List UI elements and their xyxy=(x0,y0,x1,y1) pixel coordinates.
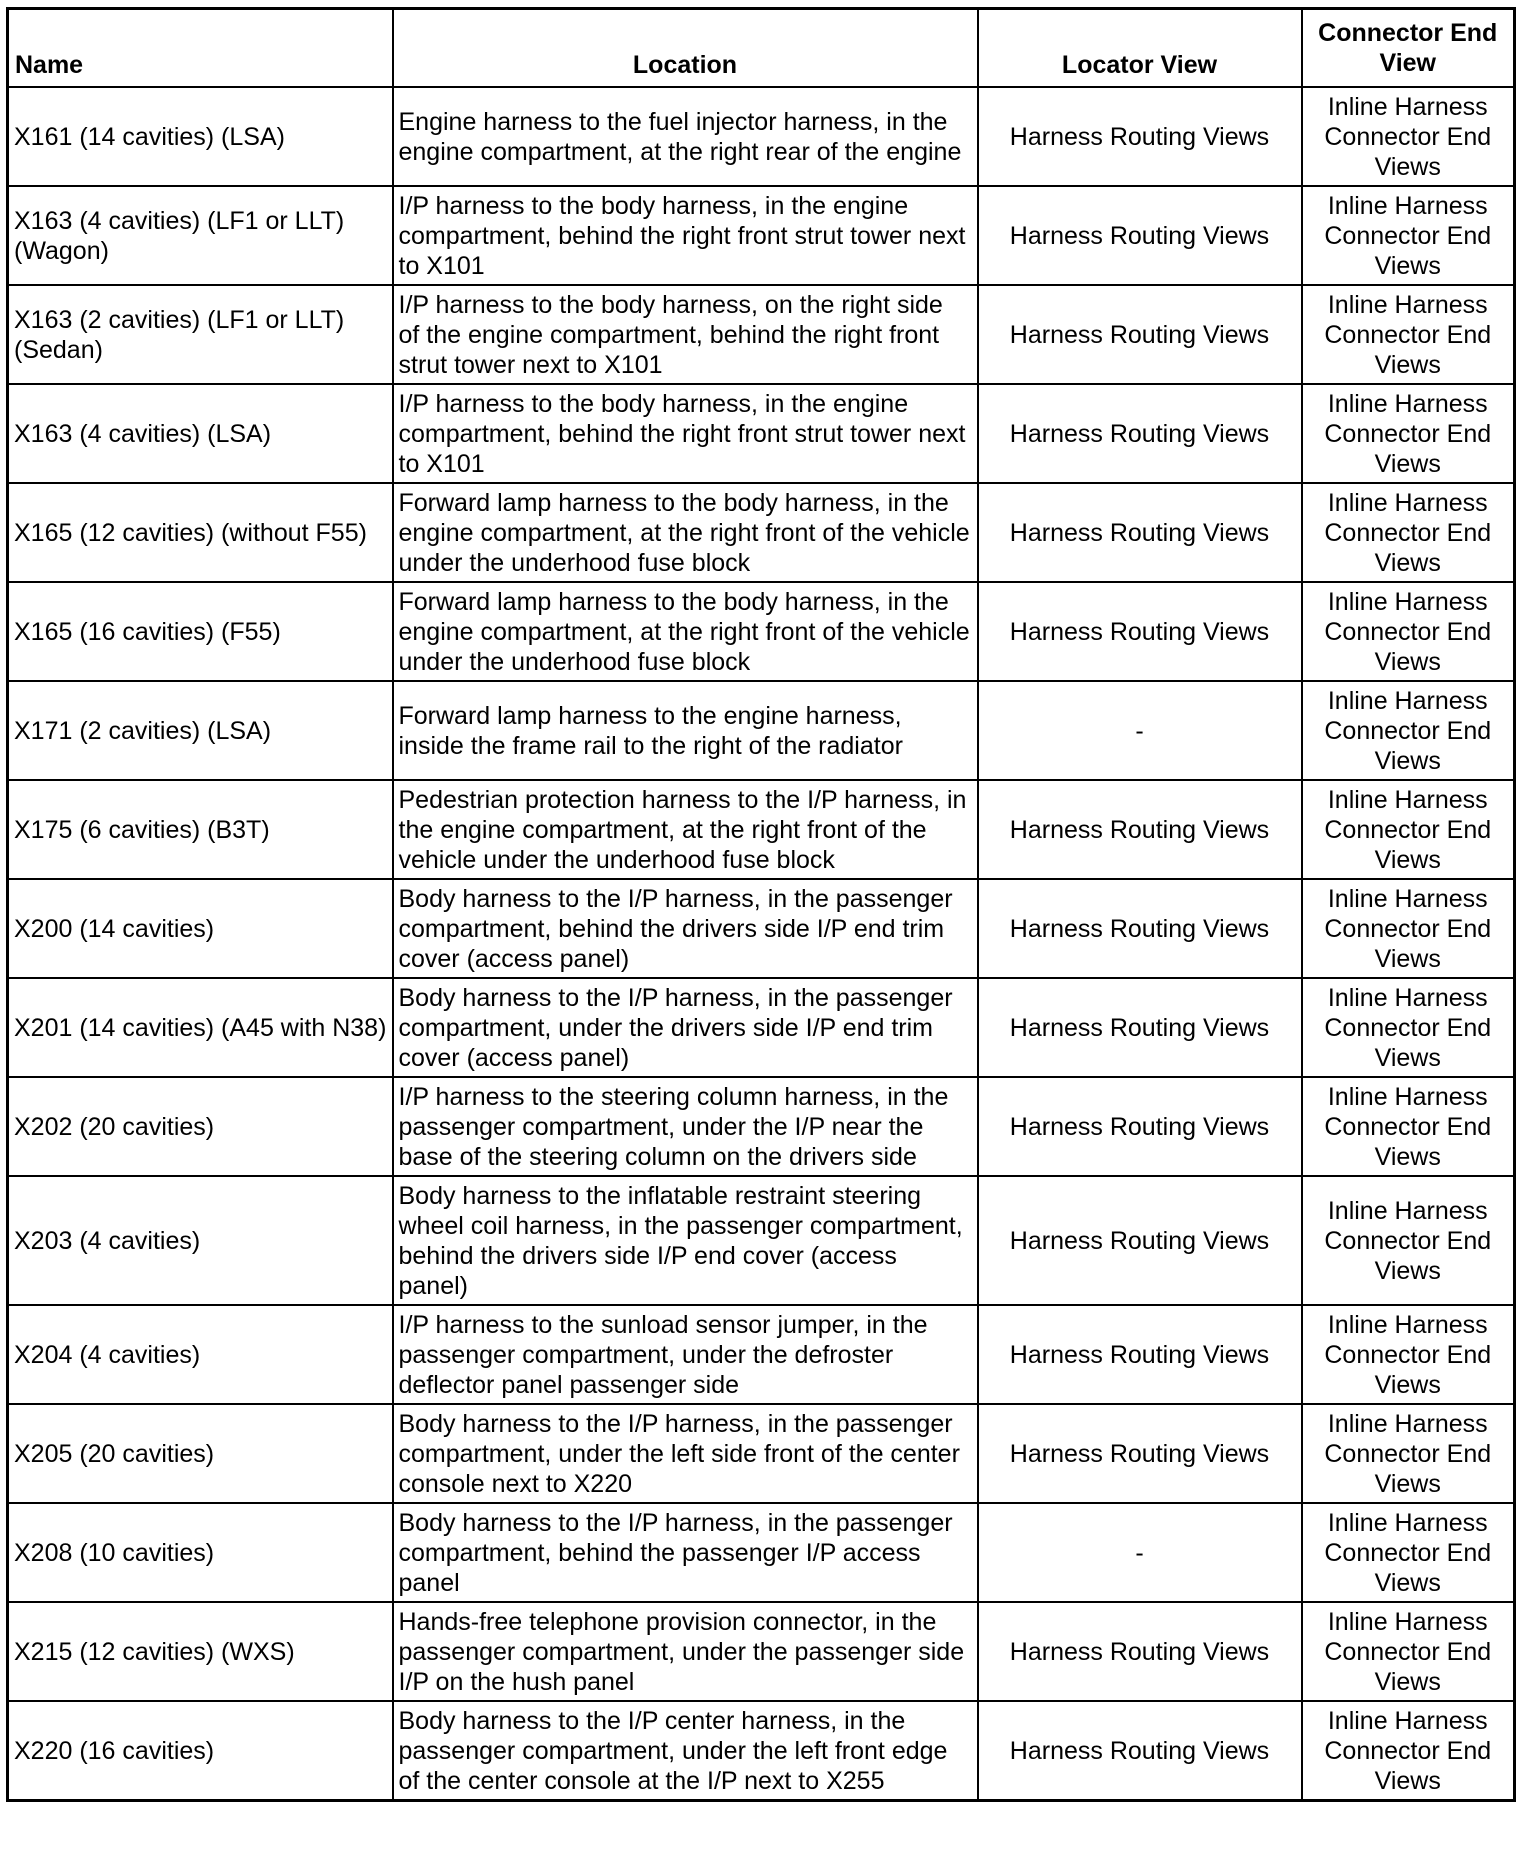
cell-name: X163 (4 cavities) (LSA) xyxy=(8,384,393,483)
cell-connector-end-view: Inline Harness Connector End Views xyxy=(1302,879,1515,978)
cell-name: X208 (10 cavities) xyxy=(8,1503,393,1602)
cell-name: X215 (12 cavities) (WXS) xyxy=(8,1602,393,1701)
header-connector-end-view: Connector End View xyxy=(1302,9,1515,88)
header-location: Location xyxy=(393,9,978,88)
header-name: Name xyxy=(8,9,393,88)
table-row xyxy=(8,87,1515,186)
cell-location: Body harness to the I/P harness, in the passenger compartment, behind the drivers side I/P end trim cover (access panel) xyxy=(393,879,978,978)
table-row xyxy=(8,780,1515,879)
cell-name: X200 (14 cavities) xyxy=(8,879,393,978)
table-row xyxy=(8,384,1515,483)
table-row xyxy=(8,1602,1515,1701)
cell-connector-end-view: Inline Harness Connector End Views xyxy=(1302,1503,1515,1602)
table-body xyxy=(8,87,1515,1801)
table-row xyxy=(8,1404,1515,1503)
cell-locator-view: Harness Routing Views xyxy=(978,1701,1302,1801)
cell-locator-view: Harness Routing Views xyxy=(978,780,1302,879)
cell-locator-view: Harness Routing Views xyxy=(978,1305,1302,1404)
cell-location: I/P harness to the body harness, in the engine compartment, behind the right front strut tower next to X101 xyxy=(393,186,978,285)
cell-name: X163 (4 cavities) (LF1 or LLT) (Wagon) xyxy=(8,186,393,285)
cell-connector-end-view: Inline Harness Connector End Views xyxy=(1302,1077,1515,1176)
cell-location: Body harness to the I/P center harness, in the passenger compartment, under the left front edge of the center console at the I/P next to X255 xyxy=(393,1701,978,1801)
cell-name: X204 (4 cavities) xyxy=(8,1305,393,1404)
cell-connector-end-view: Inline Harness Connector End Views xyxy=(1302,483,1515,582)
table-row xyxy=(8,186,1515,285)
cell-location: Engine harness to the fuel injector harness, in the engine compartment, at the right rear of the engine xyxy=(393,87,978,186)
cell-locator-view: Harness Routing Views xyxy=(978,87,1302,186)
cell-locator-view: Harness Routing Views xyxy=(978,582,1302,681)
cell-name: X165 (12 cavities) (without F55) xyxy=(8,483,393,582)
cell-locator-view: Harness Routing Views xyxy=(978,1404,1302,1503)
cell-name: X161 (14 cavities) (LSA) xyxy=(8,87,393,186)
cell-location: Body harness to the I/P harness, in the passenger compartment, under the left side front of the center console next to X220 xyxy=(393,1404,978,1503)
cell-connector-end-view: Inline Harness Connector End Views xyxy=(1302,978,1515,1077)
cell-connector-end-view: Inline Harness Connector End Views xyxy=(1302,384,1515,483)
table-row xyxy=(8,978,1515,1077)
cell-locator-view: Harness Routing Views xyxy=(978,186,1302,285)
table-row xyxy=(8,1077,1515,1176)
cell-connector-end-view: Inline Harness Connector End Views xyxy=(1302,780,1515,879)
table-row xyxy=(8,681,1515,780)
cell-name: X205 (20 cavities) xyxy=(8,1404,393,1503)
cell-connector-end-view: Inline Harness Connector End Views xyxy=(1302,1305,1515,1404)
table-row xyxy=(8,582,1515,681)
cell-name: X175 (6 cavities) (B3T) xyxy=(8,780,393,879)
header-row xyxy=(8,9,1515,88)
cell-locator-view: Harness Routing Views xyxy=(978,384,1302,483)
cell-connector-end-view: Inline Harness Connector End Views xyxy=(1302,582,1515,681)
cell-connector-end-view: Inline Harness Connector End Views xyxy=(1302,285,1515,384)
connector-table xyxy=(6,7,1516,1802)
table-row xyxy=(8,1176,1515,1305)
cell-location: I/P harness to the body harness, in the engine compartment, behind the right front strut tower next to X101 xyxy=(393,384,978,483)
table-row xyxy=(8,1305,1515,1404)
cell-location: Forward lamp harness to the body harness, in the engine compartment, at the right front of the vehicle under the underhood fuse block xyxy=(393,483,978,582)
cell-location: I/P harness to the sunload sensor jumper, in the passenger compartment, under the defroster deflector panel passenger side xyxy=(393,1305,978,1404)
table-row xyxy=(8,285,1515,384)
cell-connector-end-view: Inline Harness Connector End Views xyxy=(1302,87,1515,186)
cell-locator-view: - xyxy=(978,681,1302,780)
cell-location: Body harness to the inflatable restraint steering wheel coil harness, in the passenger compartment, behind the drivers side I/P end cover (access panel) xyxy=(393,1176,978,1305)
table-row xyxy=(8,1503,1515,1602)
cell-connector-end-view: Inline Harness Connector End Views xyxy=(1302,186,1515,285)
cell-connector-end-view: Inline Harness Connector End Views xyxy=(1302,1602,1515,1701)
cell-location: Pedestrian protection harness to the I/P harness, in the engine compartment, at the right front of the vehicle under the underhood fuse block xyxy=(393,780,978,879)
cell-location: Forward lamp harness to the body harness, in the engine compartment, at the right front of the vehicle under the underhood fuse block xyxy=(393,582,978,681)
cell-name: X202 (20 cavities) xyxy=(8,1077,393,1176)
cell-location: I/P harness to the body harness, on the right side of the engine compartment, behind the right front strut tower next to X101 xyxy=(393,285,978,384)
cell-locator-view: Harness Routing Views xyxy=(978,879,1302,978)
cell-locator-view: Harness Routing Views xyxy=(978,978,1302,1077)
cell-name: X165 (16 cavities) (F55) xyxy=(8,582,393,681)
cell-location: Body harness to the I/P harness, in the passenger compartment, under the drivers side I/P end trim cover (access panel) xyxy=(393,978,978,1077)
cell-locator-view: - xyxy=(978,1503,1302,1602)
cell-locator-view: Harness Routing Views xyxy=(978,1077,1302,1176)
cell-locator-view: Harness Routing Views xyxy=(978,1176,1302,1305)
cell-connector-end-view: Inline Harness Connector End Views xyxy=(1302,1404,1515,1503)
table-row xyxy=(8,1701,1515,1801)
connector-table-container xyxy=(6,7,1513,1802)
cell-connector-end-view: Inline Harness Connector End Views xyxy=(1302,1701,1515,1801)
cell-connector-end-view: Inline Harness Connector End Views xyxy=(1302,681,1515,780)
cell-name: X201 (14 cavities) (A45 with N38) xyxy=(8,978,393,1077)
cell-location: Body harness to the I/P harness, in the passenger compartment, behind the passenger I/P access panel xyxy=(393,1503,978,1602)
cell-locator-view: Harness Routing Views xyxy=(978,483,1302,582)
header-locator-view: Locator View xyxy=(978,9,1302,88)
cell-location: I/P harness to the steering column harness, in the passenger compartment, under the I/P near the base of the steering column on the drivers side xyxy=(393,1077,978,1176)
table-row xyxy=(8,483,1515,582)
table-row xyxy=(8,879,1515,978)
cell-name: X163 (2 cavities) (LF1 or LLT) (Sedan) xyxy=(8,285,393,384)
cell-name: X171 (2 cavities) (LSA) xyxy=(8,681,393,780)
cell-connector-end-view: Inline Harness Connector End Views xyxy=(1302,1176,1515,1305)
cell-locator-view: Harness Routing Views xyxy=(978,1602,1302,1701)
cell-location: Hands-free telephone provision connector, in the passenger compartment, under the passenger side I/P on the hush panel xyxy=(393,1602,978,1701)
cell-name: X203 (4 cavities) xyxy=(8,1176,393,1305)
cell-name: X220 (16 cavities) xyxy=(8,1701,393,1801)
cell-locator-view: Harness Routing Views xyxy=(978,285,1302,384)
cell-location: Forward lamp harness to the engine harness, inside the frame rail to the right of the radiator xyxy=(393,681,978,780)
